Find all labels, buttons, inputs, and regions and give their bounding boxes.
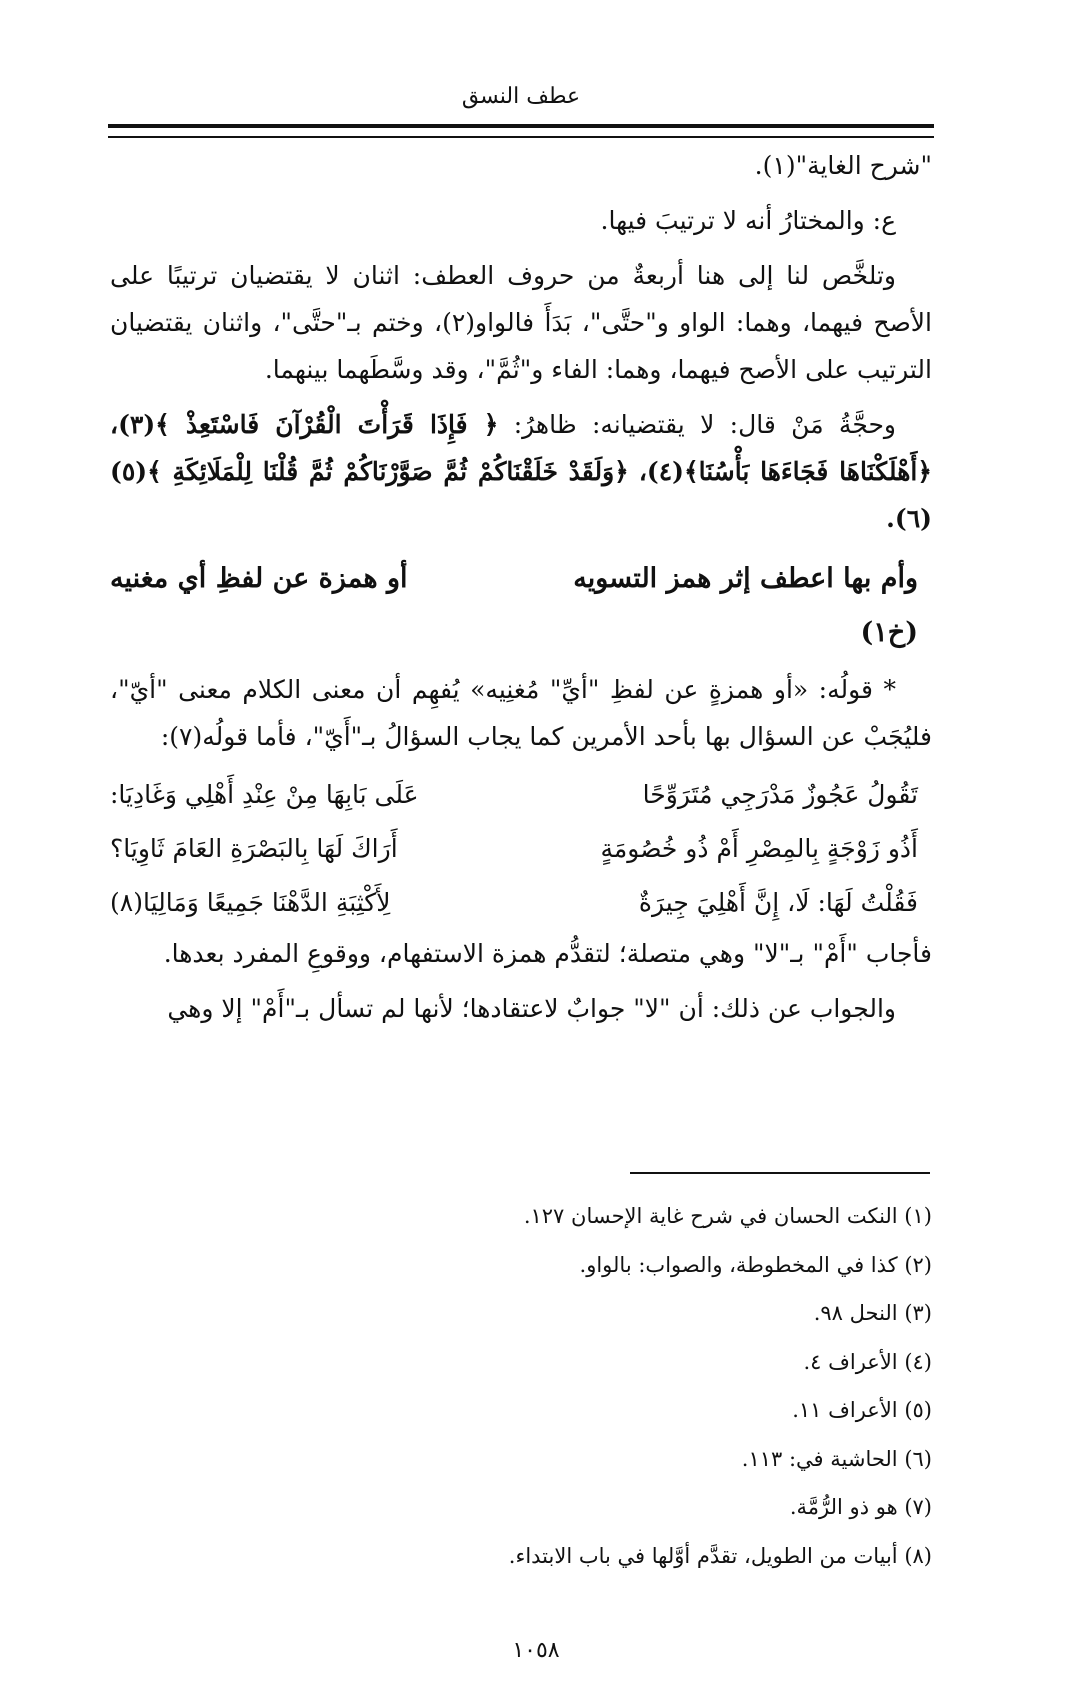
paragraph-5: * قولُه: «أو همزةٍ عن لفظِ "أيِّ" مُغنِيه» يُفهِم أن معنى الكلام معنى "أيّ"، فليُجَبْ عن السؤال بها بأحد الأمرين كما يجاب السؤالُ بـ"أَيّ"، فأما قولُه(٧): <box>110 675 932 751</box>
footnote: (٤) الأعراف ٤. <box>803 1349 932 1374</box>
paragraph-2: ع: والمختارُ أنه لا ترتيبَ فيها. <box>600 206 896 235</box>
footnote-separator <box>630 1172 930 1174</box>
verse-row <box>110 768 932 822</box>
verse-right: تَقُولُ عَجُوزٌ مَدْرَجِي مُتَرَوِّحًا <box>642 780 918 809</box>
verse-row <box>110 876 932 930</box>
main-text <box>110 142 932 1032</box>
verse-left: أَرَاكَ لَهَا بِالبَصْرَةِ العَامَ ثَاوِيَا؟ <box>110 834 398 863</box>
verse-right: أَذُو زَوْجَةٍ بِالمِصْرِ أَمْ ذُو خُصُومَةٍ <box>600 834 918 863</box>
poem-hemistich-1: وأم بها اعطف إثر همز التسويه <box>573 563 918 594</box>
poem-reference-line <box>110 606 932 660</box>
paragraph-7: والجواب عن ذلك: أن "لا" جوابٌ لاعتقادها؛ لأنها لم تسأل بـ"أَمْ" إلا وهي <box>167 994 896 1023</box>
header-rule-thick <box>108 124 934 128</box>
poem-hemistich-2: أو همزة عن لفظِ أي مغنيه <box>110 563 408 594</box>
page-number: ١٠٥٨ <box>512 1638 560 1663</box>
paragraph-3: وتلخَّص لنا إلى هنا أربعةٌ من حروف العطف: اثنان لا يقتضيان ترتيبًا على الأصح فيهما، وهما: الواو و"حتَّى"، بَدَأَ فالواو(٢)، وختم بـ"حتَّى"، واثنان يقتضيان الترتيب على الأصح فيهما، وهما: الفاء و"ثُمَّ"، وقد وسَّطَهما بينهما. <box>110 261 932 384</box>
verse-left: لِأَكْثِبَةِ الدَّهْنَا جَمِيعًا وَمَالِيَا(٨) <box>110 888 391 917</box>
footnote: (٨) أبيات من الطويل، تقدَّم أوَّلها في باب الابتداء. <box>508 1543 932 1568</box>
verses <box>110 768 932 930</box>
poem-reference: (خ١) <box>860 617 918 648</box>
header-rule-thin <box>108 136 934 138</box>
footnote: (٦) الحاشية في: ١١٣. <box>741 1446 932 1471</box>
quran-verse-3: ﴿وَلَقَدْ خَلَقْنَاكُمْ ثُمَّ صَوَّرْنَاكُمْ ثُمَّ قُلْنَا لِلْمَلَائِكَةِ ﴾(٥)(٦). <box>110 457 932 533</box>
verse-right: فَقُلْتُ لَهَا: لَا، إِنَّ أَهْلِيَ جِيرَةٌ <box>638 888 918 917</box>
quran-verse-2: ﴿أَهْلَكْنَاهَا فَجَاءَهَا بَأْسُنَا﴾(٤)، <box>638 457 932 486</box>
paragraph-6: فأجاب "أَمْ" بـ"لا" وهي متصلة؛ لتقدُّم همزة الاستفهام، ووقوعِ المفرد بعدها. <box>163 939 932 968</box>
footnotes <box>110 1192 932 1580</box>
footnote: (٧) هو ذو الرُّمَّة. <box>789 1495 932 1519</box>
footnote: (٥) الأعراف ١١. <box>792 1398 932 1422</box>
poem-line <box>110 552 932 606</box>
footnote: (١) النكت الحسان في شرح غاية الإحسان ١٢٧. <box>523 1204 932 1228</box>
paragraph-1: "شرح الغاية"(١). <box>754 151 932 180</box>
paragraph-4-lead: وحجَّةُ مَنْ قال: لا يقتضيانه: ظاهرُ: <box>513 410 896 439</box>
verse-left: عَلَى بَابِهَا مِنْ عِنْدِ أَهْلِي وَغَادِيَا: <box>110 780 419 809</box>
footnote: (٣) النحل ٩٨. <box>813 1301 932 1325</box>
paragraph-4 <box>110 401 932 542</box>
verse-row <box>110 822 932 876</box>
footnote: (٢) كذا في المخطوطة، والصواب: بالواو. <box>579 1252 932 1277</box>
running-header: عطف النسق <box>461 84 581 109</box>
quran-verse-1: ﴿ فَإِذَا قَرَأْتَ الْقُرْآنَ فَاسْتَعِذْ ﴾(٣)، <box>110 410 499 439</box>
